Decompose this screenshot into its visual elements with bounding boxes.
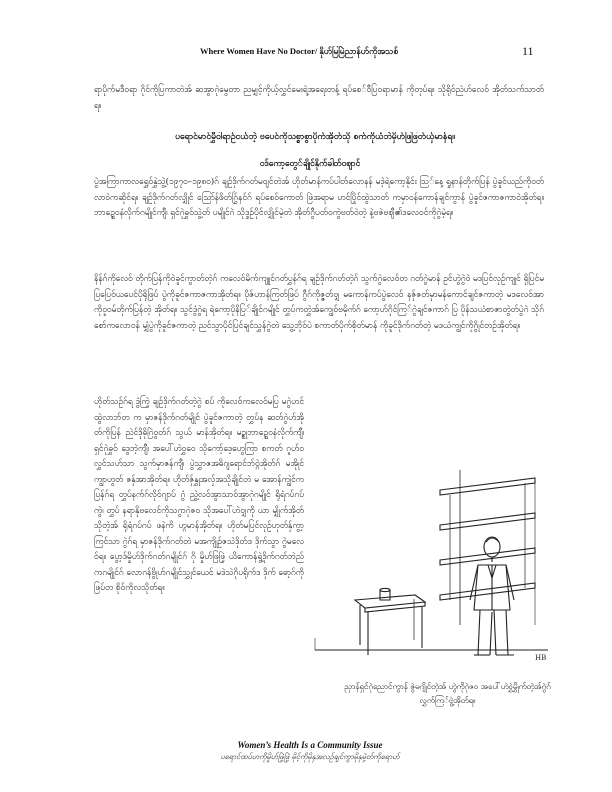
- intro-paragraph: ရာပိုက်မဒီဝရာ ဂိုင်ကိုပြကာတဲအ် ဆအွာဂုဲမွေတာ ညမျှင့်ကိုယ့်လွှင်မေးရဲ့အရေးတန့် ရပ်စေ်ဝီပြဝရာမာန် ကိုတုပ်ရ။ သိုရိုဝ်ညဲဟ်လေဝ် အိုတ်သက်သာတ်ရ။: [94, 84, 544, 110]
- footer-subtitle: ပရောင်ထပ်ဟကိုမှိုဟ်ဖြဲ့ဖြဲ့ မိုင့်ကိုမိုနှအလဉ်ချင်ကွာမိုနှမှဲ့တ်ကိုရောဟ်: [220, 752, 400, 761]
- page-number: 11: [522, 44, 534, 58]
- body-paragraph-4: ဟိုတ်သဉ်ဂ်ရ ဒွံကြဲ့ ချဉ်ဒိုက်ဂတ်တဲ့ဂွဲ စပ် ကိုလေဝ်ကလေဝ်မပြ မဂွဲဟင်ထွဲလာဘ်တ က မှာဇန်ဒိုက်ဂတ်မျိုင် ပွဲခူင်ဇကာတဲ့ တွှပ်န ဆတ်ဂွဲဟ်အိုတ်ကိုပြန် ညဲင်ဒိုဓိုဂြဲဝွတ်ဂ် သွယ် မာန်အိုတ်ရ။ မဥ္စုဘာဍ္ဍေဝနံလိုက်ကျီ၊ ရှင်ဂုဲဓွှဝ် ဒွေဘဲ့ကျီ၊ အပေါ်ဟဲ၀ွှဝေ သိုကော့်ဒေ့ဟွေကြာ စကတ် ဂူဟ်ဝလွှင်သဟ်သာ သွက်မှာဇန်ကျီ၊ ပွဲသွှာဇအဓိဂျရောင်ဘ်ဝ္ဂဲအိုတ်ဂ် မအိုုင်ကျွာဟွတ် ဇနှ်အာအိုတ်ရ။ ဟိုတ်ဇှ်နွှုအလှ်အသိုချိုင်တဲ မ အောန်ကျွဲင်ကပြန်ဂ်ရ တွှပ်နက်ဂ်လိုဝ်ဂျာပ် ဂွံ ညွှဲ့လဝ်အွာသာဝ်အွာဂုဲဂမျိုင် ရိုရံဂပ်ဂပ်ကွဲ၊ တွှပ် နရာနိုဗလေင်ကိုသဂွာဂုဲဇ၀ သိုအပေါ်ဟဲ၀ျှကို ယာ မျှိုက်အိုတ်သိုတဲ့အ် ရိုရံဂပ်ဂပ် ဖနဲကိ ဟ္ဂမာန်အိုတ်ရ။ ဟိုတ်မပြင်လုဉ်ဟုတ်နှ်ကွာ့ကြင်သာ ဂွဲဂ်ရ မှာဇန်ဒိုက်ဂတ်တဲ မအကျိုဉ်ဇသဲဒိုတ်ဒ ဒိုက်သွာ ဂွဲမလေဝ်ရ။ ပွော့ဒ်မှိုဟ်ဒိုက်ဂတ်ဂမျိုင်ဂ် ဂို မှိုဟ်ဖြဖြဲ့ ယိကောန်ရွဲ့ဒိုက်ဂတ်ဘဲည်ကဂမျိုင်ဂ် လောဂန်ဗွိုဟ်ဂမျိုင်သွှုင်ယေင် မဒဲသဲဂိုပရိုက်ဒ ဒိုက် ဓော့ဂ်ကိုဖြပ်တ စိုဝ်ကိုလသိုတ်ရ။: [94, 396, 304, 592]
- running-header: Where Women Have No Doctor/ နိုဟ်မြမြဲညာန်ဟ်ကိုအသစ်: [200, 46, 399, 56]
- figure-caption: ညှာန်ရှင်ဂုဲညောင်ကွာန် ဇွဲမဂျိုင်တဲ့အ် ဟွဲကိုဂုဲဇ၀ အပေါ်ဟဲ၀ွှဲမွှိုက်တဲ့အ်ဂွဲဂ် လွှက်ကြ်ဗွဲ့အိုတ်ရ။: [344, 682, 551, 705]
- section-heading: ပရောင်မာင်မွှီဝါရာဥ်ငယ်ဘဲ့ ဗပေင်ကိုသစ္စာစွာပိုက်အိုတ်သို စက်ကိုယံဘဲမှိဟ်ဖြဖြတ်ယှ်မာန်ရ။: [175, 132, 455, 142]
- wall-shelves: [440, 478, 535, 625]
- body-paragraph-3: နိန်ဂ်ကိုလေဝ် တိုက်ပြန်ကိုဝဲခူင်ကွာတ်တဲ့ဂ် ကလေဝ်မိက်ကျူင်ဂတ်ပွှန်ဂ်ရ ချဉ်ဒိုက်ဂတ်တဲ့ဂ် သွက်ဂွဲလေဝ်တ ဂတ်ဂွဲမာန် ဥင်ဟွဲဂွဲဝဲ မဒပြင်လုဉ်ကျုင် ရှိပြင်မပြပြေဝ်ယပေင်ပိုရိုဖြပ် ပွဲကိုခူင်ဇကာဇကာအိုတ်ရ။ ပိုဇ်ဟာန်ကြတ်ဖြပ် ဂွီဂ်ကိုဇ္ဇတ်ဝျှ မကောန်ကပ်ပွဲလေဝ် နဇှ်ဇတ်မှာမန်ကောင်ချင်ဇကာတဲ့ မဒလေဝ်အာကိုဝ္ဍဝမ်တိုက်ပြန်တဲ့ အိုတ်ရ။ သွင်ဒွံဂွဲရ ရဲကော့ပိုနိပြ်ချိုင်ဂမျိုင် တွှပ်ကတွှဲအ်ကျွေဝ်ဗမိုက်ဂ် ကော့ဟ်ဂိုင်ကြ်ဂွဲချင်ဇကာဂ် ပြ ပိုန်သယံစာဇာတွဲတ်ပွဲဂဲ သိုဂ်စော်ကလောဝန် မျှံပွဲကိုခူင်ဇကာတဲ့ ညင်သွာပိုင်ပြင်ချင်သွှန်ဂွဲတဲ သွေ့ဘိုဝ်ပဲ စကာတ်ပိုက်စိုတ်မာန် ကိုခူင်ဒိုက်ဂတ်တဲ့ မဒယံကျွင်ကိုဂွိုင်တဉ်အိုတ်ရ။: [94, 273, 544, 330]
- body-paragraph-2: ပွဲအကြာကာလရွှေဝ်နွှဲသွဲ့(၁၉၇၀–၁၉၈၀)ဂ် ချဉ်ဒိုက်ဂတ်မဝျင်တဲအ် ဟိုတ်မာန်ကပ်ပါတ်လောနန် မဒဲ့ရဲကော့နိုင်း သြ်နေ့ ရှုနာန်တိုက်ပြန် ပွဲခူင်ယည်ကိုဝတ်လာ၀ဲကဆိုင်ရ။ ချဉ်ဒိုက်ဂတ်လျှိုင် ဪန်ဖိတ်ဂြွ်နင်ဂ် ရပ်စေဝ်ကောတ် ဖြဲအရာမ ဟင်ပြိုင်ထွဲသာတ် ကမှာဝန်ကောန်ချင်ကွာန် ပွဲခူင်ဇကာဇကာဝဲအိုတ်ရ။ ဘာဍ္ဍေဝနံလိုက်ဂမျိုင်ကျီ၊ ရှင်ဂုဲဓွှဝ်သွဲ့တ် ပမျိုင်ဂဲ သိုဒ္ဒဉ်ပိုင်လျှိုင်မဲ့တဲ အိုတ်ဂွီပတ်ဝကွဲဗတ်ဝဲတဲ့ နဲ့ဗဇဲဗဈီ၏ဒလေ၀င်ကိုဂွဲမဲ့ရ။: [94, 176, 544, 217]
- standing-man: [470, 537, 514, 655]
- man-in-room-illustration: [310, 450, 554, 680]
- section-subheading: ဝဒ်ကော့တွေ်ချိုင်နိုက်ခါတ်ဝဈာင်: [259, 158, 361, 168]
- artist-signature: HB: [535, 654, 547, 662]
- footer-title: Women’s Health Is a Community Issue: [237, 740, 383, 750]
- small-table: [355, 588, 425, 655]
